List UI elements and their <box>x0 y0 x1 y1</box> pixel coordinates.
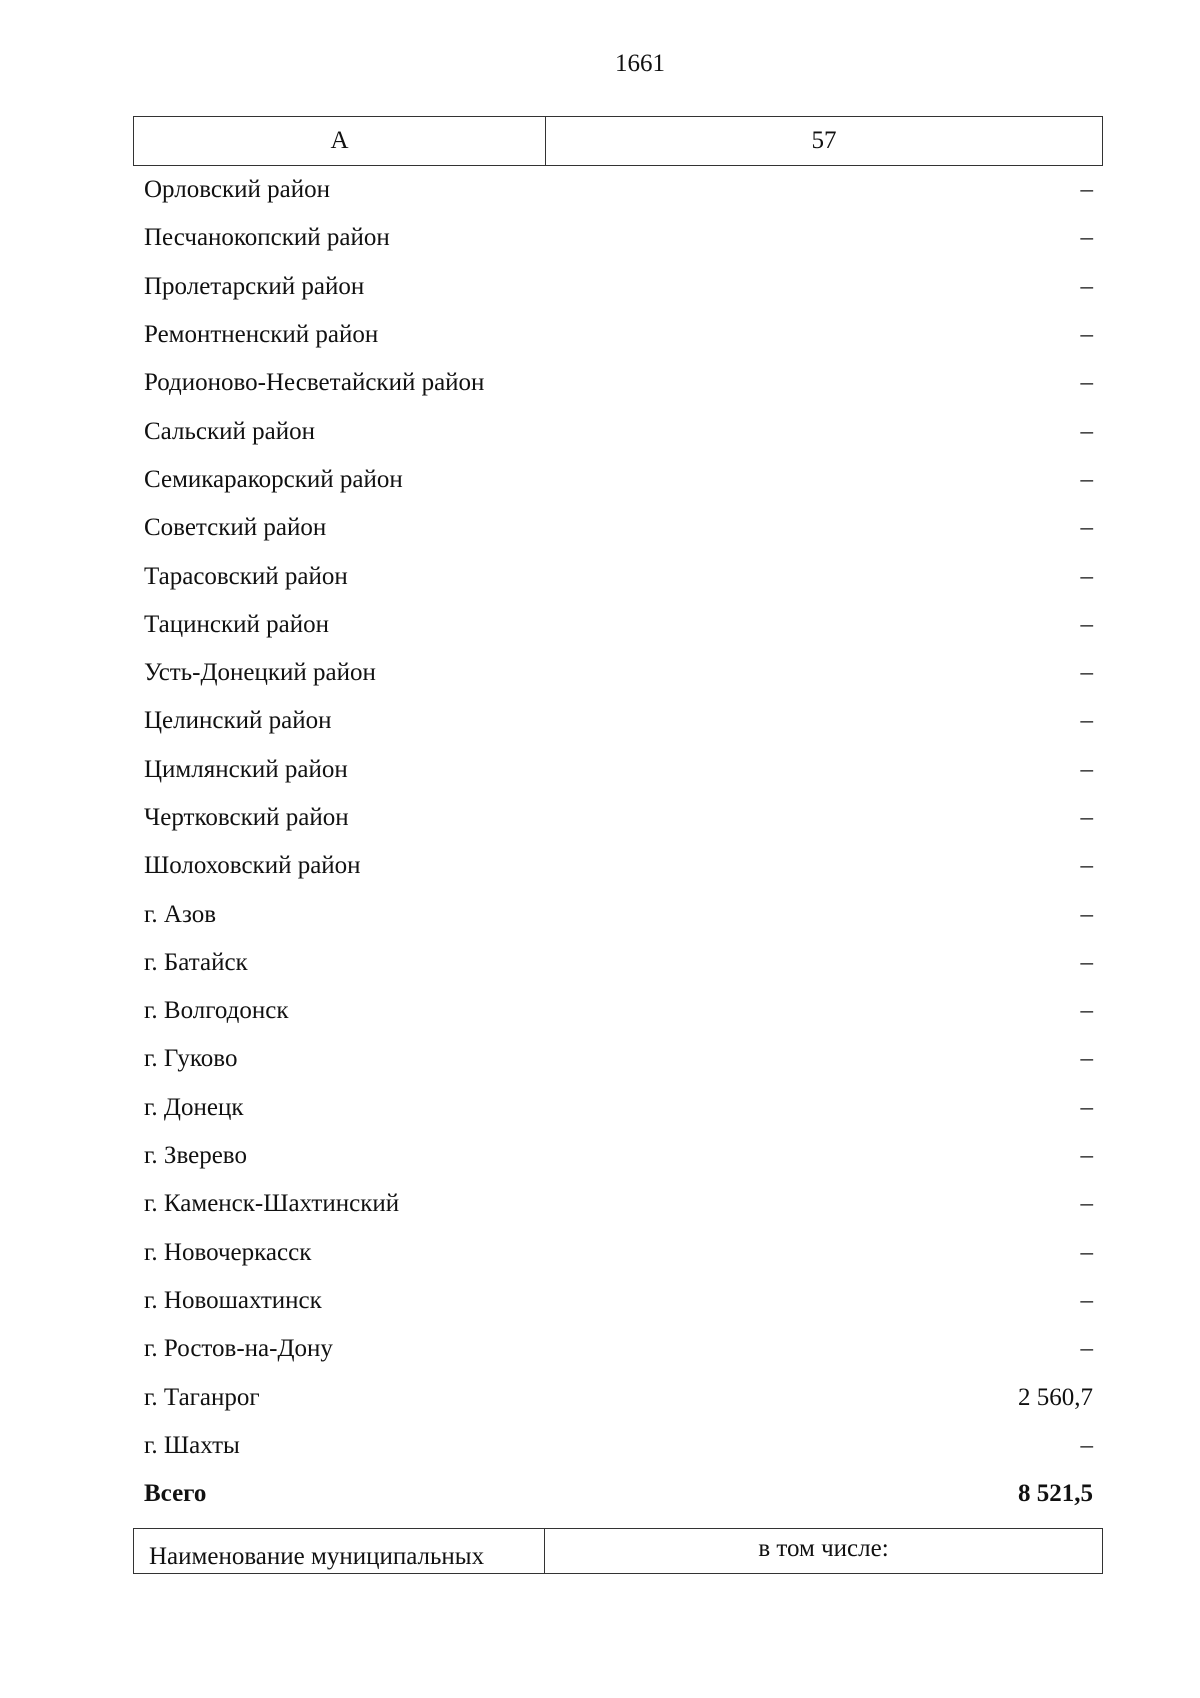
row-value: – <box>1080 1286 1093 1314</box>
row-name: г. Волгодонск <box>144 997 289 1025</box>
row-name: Сальский район <box>144 417 315 445</box>
table-row <box>133 359 1103 407</box>
table-row <box>133 1132 1103 1180</box>
table-row <box>133 1229 1103 1277</box>
row-name: г. Зверево <box>144 1142 247 1170</box>
row-value: – <box>1080 224 1093 252</box>
table-row <box>133 601 1103 649</box>
table-row <box>133 456 1103 504</box>
row-value: – <box>1080 562 1093 590</box>
table-row <box>133 794 1103 842</box>
row-value: – <box>1080 707 1093 735</box>
row-name: г. Ростов-на-Дону <box>144 1335 333 1363</box>
table-row <box>133 1325 1103 1373</box>
table-row <box>133 1035 1103 1083</box>
row-name: Цимлянский район <box>144 755 348 783</box>
row-value: – <box>1080 1142 1093 1170</box>
table-row <box>133 311 1103 359</box>
row-name: Пролетарский район <box>144 272 365 300</box>
row-value: – <box>1080 659 1093 687</box>
table-row <box>133 214 1103 262</box>
table-header <box>133 116 1103 166</box>
row-value: – <box>1080 417 1093 445</box>
row-name: Тацинский район <box>144 610 329 638</box>
row-name: Орловский район <box>144 176 330 204</box>
table-row <box>133 987 1103 1035</box>
row-value: – <box>1080 176 1093 204</box>
table-row <box>133 939 1103 987</box>
total-label: Всего <box>144 1480 207 1508</box>
row-name: г. Таганрог <box>144 1383 260 1411</box>
row-name: г. Шахты <box>144 1431 240 1459</box>
row-value: – <box>1080 1093 1093 1121</box>
row-name: г. Гуково <box>144 1045 238 1073</box>
table-row <box>133 166 1103 214</box>
row-value: – <box>1080 852 1093 880</box>
table-row <box>133 890 1103 938</box>
row-value: – <box>1080 997 1093 1025</box>
row-name: Советский район <box>144 514 327 542</box>
table-row <box>133 504 1103 552</box>
row-value: – <box>1080 321 1093 349</box>
table-row <box>133 1277 1103 1325</box>
row-value: – <box>1080 1335 1093 1363</box>
table-row <box>133 842 1103 890</box>
row-value: – <box>1080 755 1093 783</box>
footer-column-name: Наименование муниципальных <box>133 1529 545 1573</box>
footer-column-including: в том числе: <box>758 1535 889 1562</box>
row-value: – <box>1080 948 1093 976</box>
row-value: – <box>1080 369 1093 397</box>
table-row <box>133 697 1103 745</box>
row-name: Чертковский район <box>144 804 349 831</box>
table-row <box>133 552 1103 600</box>
row-name: Семикаракорский район <box>144 465 403 493</box>
row-name: г. Каменск-Шахтинский <box>144 1190 400 1218</box>
row-name: г. Азов <box>144 900 217 928</box>
row-value: – <box>1080 1045 1093 1073</box>
row-name: Целинский район <box>144 707 332 735</box>
row-value: 2 560,7 <box>1018 1383 1093 1411</box>
row-value: – <box>1080 900 1093 928</box>
total-value: 8 521,5 <box>1018 1480 1093 1508</box>
row-name: Шолоховский район <box>144 852 361 880</box>
row-name: Родионово-Несветайский район <box>144 369 485 397</box>
row-name: Ремонтненский район <box>144 321 379 349</box>
total-row <box>133 1470 1103 1518</box>
row-value: – <box>1080 610 1093 638</box>
table-row <box>133 1180 1103 1228</box>
row-name: г. Батайск <box>144 948 248 976</box>
table-row <box>133 649 1103 697</box>
row-value: – <box>1080 514 1093 542</box>
row-value: – <box>1080 804 1093 831</box>
row-value: – <box>1080 1431 1093 1459</box>
row-name: Усть-Донецкий район <box>144 659 376 687</box>
table-row <box>133 1373 1103 1421</box>
row-value: – <box>1080 465 1093 493</box>
table-row <box>133 263 1103 311</box>
table-body <box>133 166 1103 1518</box>
row-value: – <box>1080 272 1093 300</box>
header-column-a: А <box>134 117 546 165</box>
row-name: Песчанокопский район <box>144 224 390 252</box>
header-column-57: 57 <box>811 127 837 154</box>
table-row <box>133 1084 1103 1132</box>
table-row <box>133 1422 1103 1470</box>
row-name: г. Донецк <box>144 1093 244 1121</box>
page-number: 1661 <box>615 50 665 77</box>
row-value: – <box>1080 1190 1093 1218</box>
row-value: – <box>1080 1238 1093 1266</box>
next-table-header <box>133 1528 1103 1574</box>
table-row <box>133 407 1103 455</box>
row-name: г. Новочеркасск <box>144 1238 312 1266</box>
row-name: г. Новошахтинск <box>144 1286 322 1314</box>
table-row <box>133 746 1103 794</box>
row-name: Тарасовский район <box>144 562 348 590</box>
